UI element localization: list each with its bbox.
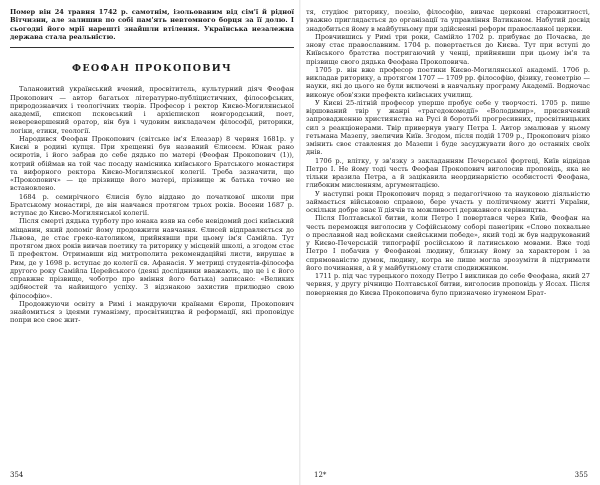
paragraph: Після смерті дядька турботу про юнака взяв на себе невідомий досі київський міщанин, який допоміг йому продовжити навчання. Єлисей відправляється до Львова, де стає греко-католиком, прийнявши при цьому ім'я Самійла. Тут протягом двох років вивчав поетику та риторику у місцевій школі, а згодом стає її префектом. Отримавши від митрополита рекомендаційні листи, вирушає в Рим, де у 1698 р. вступає до колегії св. Афанасія. У метриці студентів-філософа другого року Самійла Церейського (деякі дослідники вважають, що це і є його справжнє прізвище, чоботро про вміння його батька) записано: «Великих здібностей та найвищого успіху. З відзнакою захистив прилюдно свою філософію».: [10, 217, 294, 300]
intro-paragraph: Помер він 24 травня 1742 р. самотнім, ізольованим від сім'ї й рідної Вітчизни, але залишив по собі пам'ять невтомного борця за її долю. І сьогодні його мрії нарешті знайшли втілення. Українська незалежна держава стала реальністю.: [10, 8, 294, 41]
paragraph: тя, студіює риторику, поезію, філософію, вивчає церковні старожитності, уважно приглядається до організації та управління Ватиканом. Набутий досвід знадобиться йому в майбутньому при здійсненні реформ православної церкви.: [306, 8, 590, 33]
paragraph: Народився Феофан Прокопович (світське ім'я Елеазар) 8 червня 1681р. у Києві в родині купця. При хрещенні був названий Єлисеєм. Юнак рано осиротів, і його забрав до себе дядько по матері (Феофан Прокопович (1)), котрий обіймав на той час посаду намісника київського Братського монастиря та вифорного ректора Києво-Могилянської колегії. Треба зазначити, що «Прокопович» — це прізвище його матері, прізвище ж батька точно не встановлено.: [10, 134, 294, 193]
right-page: [300, 0, 600, 485]
paragraph: Провчившись у Римі три роки, Самійло 1702 р. прибуває до Почаєва, де знову стає православним. 1704 р. повертається до Києва. Тут при вступі до Київського братства постригаючий у ченці, прийнявши при цьому ім'я та прізвище свого дядька Феофана Прокоповича.: [306, 32, 590, 66]
left-column: [10, 8, 294, 325]
paragraph: 1705 р. він вже професор поетики Києво-Могилянської академії. 1706 р. викладав риторику, а протягом 1707 — 1709 рр. філософію, фізику, геометрію — науки, які до цього не були включені в навчальну програму Академії. Водночас виконує обов'язки префекта київських училищ.: [306, 65, 590, 99]
paragraph: 1684 р. семирічного Єлисія було віддано до початкової школи при Братському монастирі, де він навчався протягом трьох років. Восени 1687 р. вступає до Києво-Могилянської колегії.: [10, 192, 294, 217]
page-number-right: 355: [574, 471, 588, 479]
paragraph: Талановитий український вчений, просвітитель, культурний діяч Феофан Прокопович — автор багатьох літературно-публіцистичних, філософських, природознавчих і теологічних творів. Професор і ректор Києво-Могилянської академії, єпископ псковський і архієпископ новгородський, поет, неверевершений оратор, він був і чудовим викладачем філософії, риторики, логіки, етики, теології.: [10, 85, 294, 135]
paragraph: Після Полтавської битви, коли Петро І повертався через Київ, Феофан на честь переможця виголосив у Софійському соборі панегірик «Слово похвальне о преславной над войсками свейськими победе», який тоді ж був надрукований у Києво-Печерській типографії російською й латинською мовами. Вже тоді Петро І побачив у Феофанові людину, близьку йому за характером і за спрямованістю думок, людину, котра не лише могла зрозуміти й підтримати його починання, а й у майбутньому стати сподвижником.: [306, 214, 590, 272]
paragraph: Продовжуючи освіту в Римі і мандруючи країнами Європи, Прокопович знайомиться з ідеями гуманізму, просвітництва й реформації, які проповідує попри все своє жит-: [10, 299, 294, 325]
paragraph: У Києві 25-літній професор уперше пробує себе у творчості. 1705 р. пише віршований твір у жанрі «трагедокомедії» «Володимир», присвячений запровадженню християнства на Русі й боротьбі прогресивних, просвітницьких сил з реакціонерами. Твір привернув увагу Петра І. Автор змалював у ньому гетьмана Мазепу, звеличив Київ. Згодом, після подій 1709 р., Прокопович різко змінить своє ставлення до Мазепи і буде засуджувати його до останніх своїх днів.: [306, 98, 590, 157]
paragraph: 1706 р., влітку, у зв'язку з закладанням Печерської фортеці, Київ відвідав Петро І. Не йому тоді честь Феофан Прокопович виголосив проповідь, яка не тільки вразила Петра, а й зацікавила неординарністю особистості Феофана, глибоким мисленням, аргументацією.: [306, 156, 590, 190]
paragraph: 1711 р. під час турецького походу Петро І викликав до себе Феофана, який 27 червня, у другу річницю Полтавської битви, виголосив проповідь у Яссах. Після повернення до Києва Прокоповича було призначено ігуменом Брат-: [306, 272, 590, 297]
section-heading: ФЕОФАН ПРОКОПОВИЧ: [72, 63, 232, 74]
paragraph: У наступні роки Прокопович поряд з педагогічною та науковою діяльністю займається військовою справою, бере участь у політичному житті України, оскільки добре знає її діячів та можливості державного керівництва.: [306, 189, 590, 214]
signature-mark: 12*: [314, 471, 327, 479]
section-divider: [10, 47, 294, 48]
page-number-left: 354: [10, 471, 24, 479]
right-column: [306, 8, 590, 297]
